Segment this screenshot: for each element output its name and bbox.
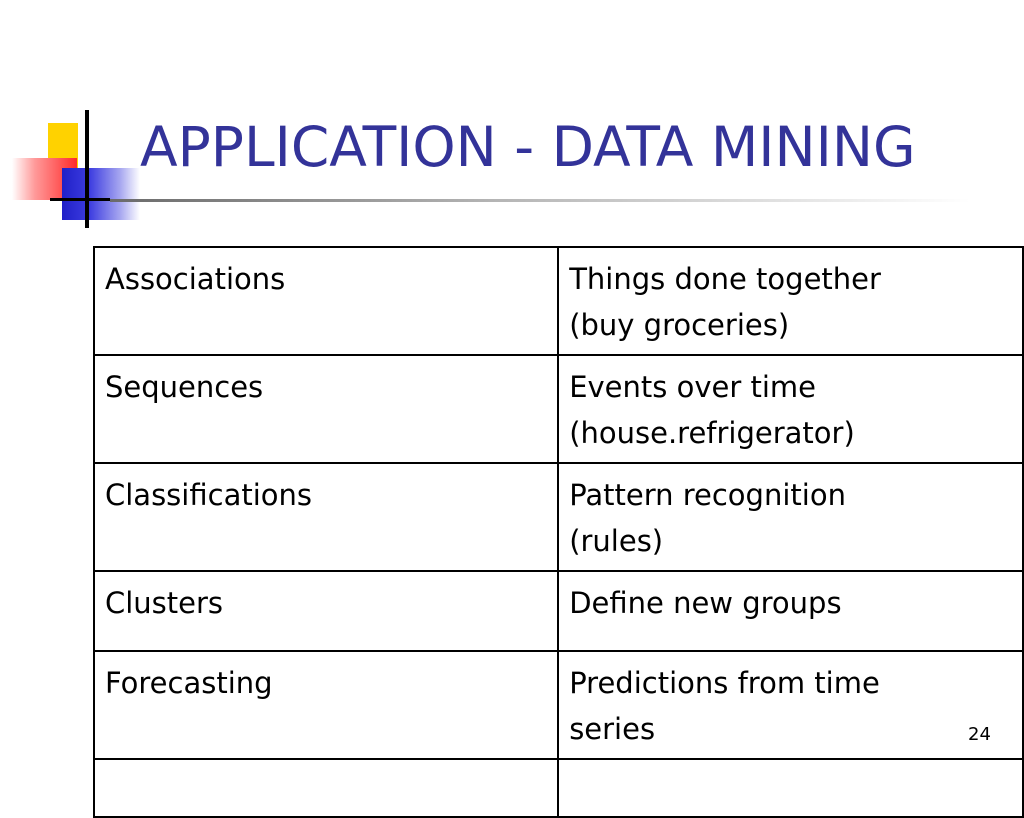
logo-blue-square — [62, 168, 140, 220]
table-cell-description — [558, 355, 1023, 463]
table-cell-term — [94, 247, 558, 355]
slide-title: APPLICATION - DATA MINING — [140, 115, 916, 179]
table-cell-description — [558, 571, 1023, 651]
logo-horizontal-line — [50, 198, 110, 201]
cell-text-line: (rules) — [569, 524, 664, 558]
table-cell-description — [558, 651, 1023, 759]
table-row — [94, 571, 1023, 651]
cell-text: Clusters — [105, 586, 224, 620]
cell-text-line: Pattern recognition — [569, 478, 846, 512]
table-cell-term — [94, 355, 558, 463]
cell-text-line: Events over time — [569, 370, 816, 404]
table-row — [94, 355, 1023, 463]
cell-text-line: Define new groups — [569, 586, 842, 620]
table-cell-description — [558, 463, 1023, 571]
cell-text: Sequences — [105, 370, 264, 404]
table-cell-description — [558, 247, 1023, 355]
data-mining-table — [93, 246, 1024, 818]
logo-vertical-line — [85, 110, 89, 228]
table-cell-term — [94, 571, 558, 651]
table-cell-term — [94, 651, 558, 759]
title-underline — [110, 199, 970, 202]
table-cell-term — [94, 463, 558, 571]
table-row — [94, 651, 1023, 759]
table-row — [94, 247, 1023, 355]
cell-text-line: (house.refrigerator) — [569, 416, 855, 450]
cell-text: Associations — [105, 262, 286, 296]
cell-text: Classifications — [105, 478, 312, 512]
table-row — [94, 463, 1023, 571]
cell-text-line: (buy groceries) — [569, 308, 790, 342]
cell-text-line: Things done together — [569, 262, 881, 296]
slide-logo-decoration — [0, 0, 140, 230]
cell-text-line: Predictions from time — [569, 666, 880, 700]
cell-text: Forecasting — [105, 666, 273, 700]
cell-text-line: series — [569, 712, 656, 746]
page-number: 24 — [968, 724, 991, 745]
